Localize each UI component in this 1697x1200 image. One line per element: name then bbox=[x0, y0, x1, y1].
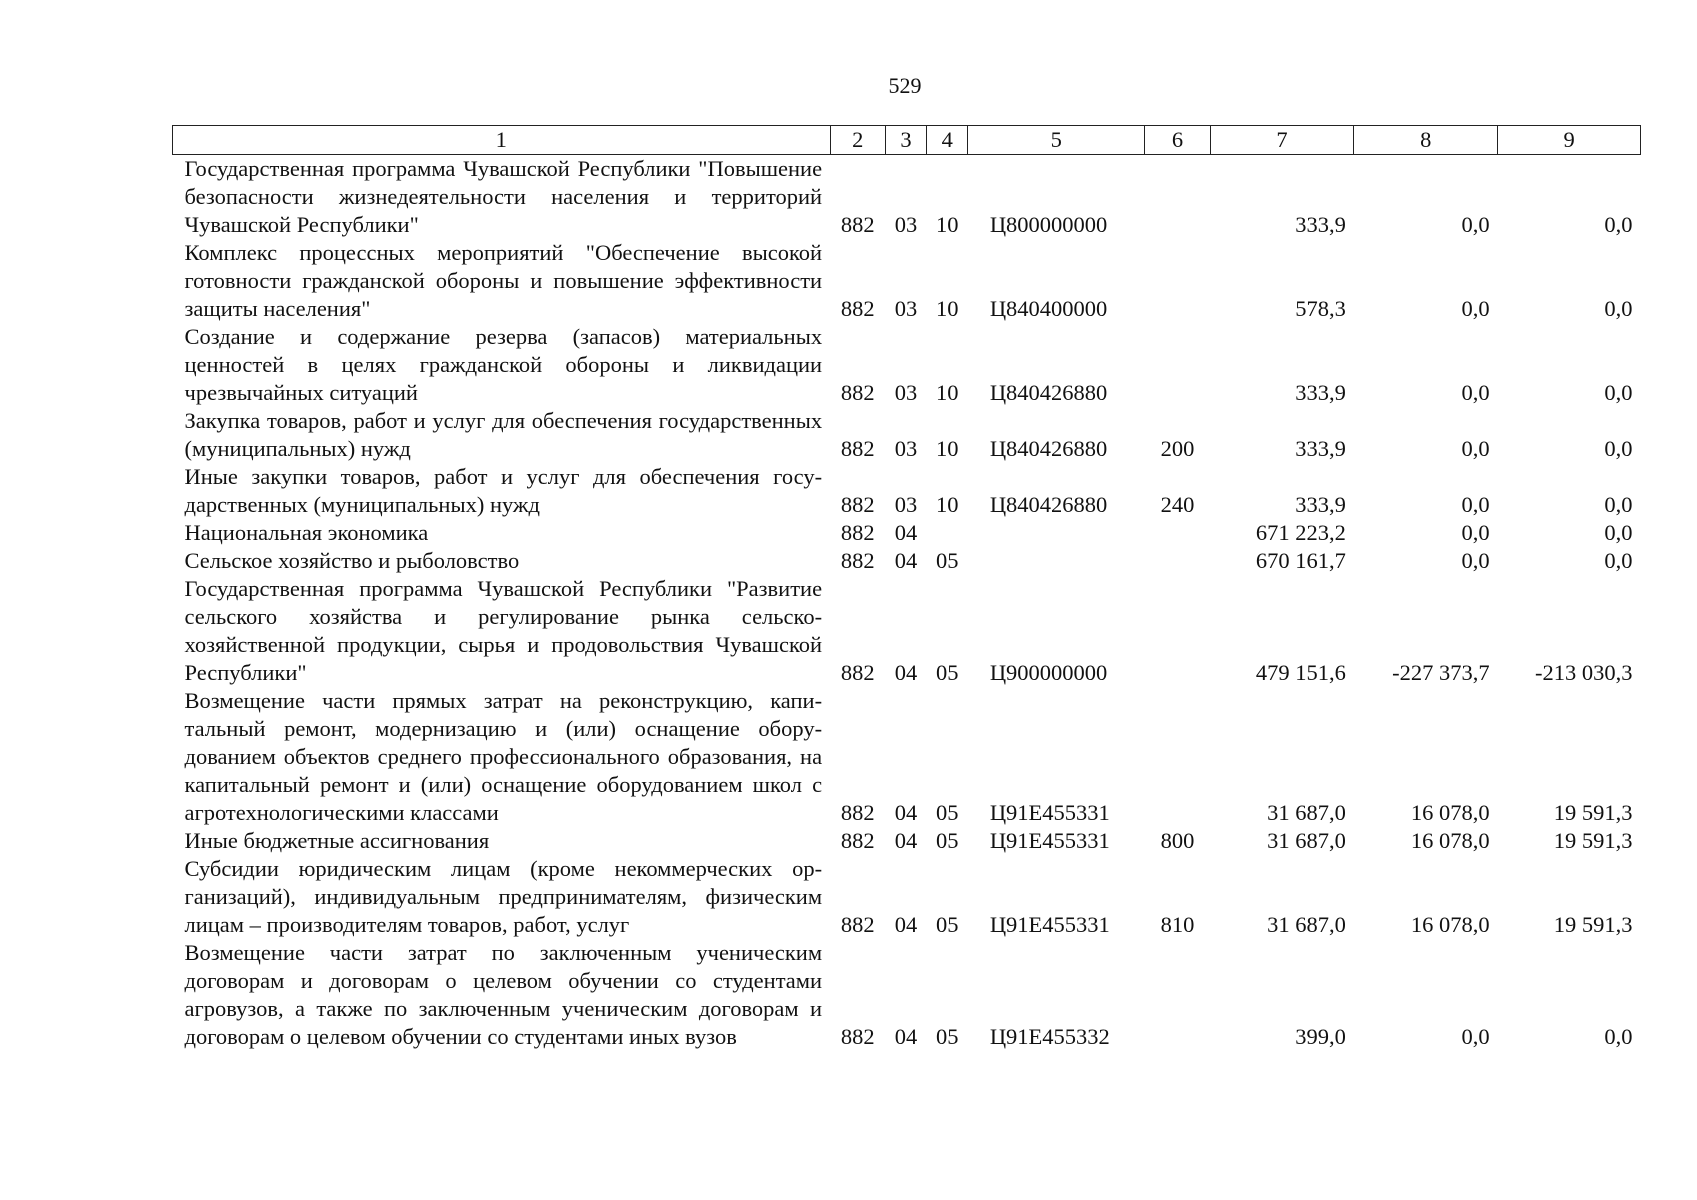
amount-cell: 16 078,0 bbox=[1410, 800, 1490, 825]
amount-cell: 19 591,3 bbox=[1553, 800, 1633, 825]
subsection-cell: 05 bbox=[935, 800, 959, 825]
expense-type-cell bbox=[1145, 575, 1210, 687]
target-article-cell: Ц91Е455331 bbox=[989, 800, 1110, 825]
amount-cell: 19 591,3 bbox=[1553, 828, 1633, 853]
table-row bbox=[173, 575, 1641, 687]
target-article-cell: Ц840426880 bbox=[989, 380, 1108, 405]
expense-type-cell: 800 bbox=[1160, 828, 1195, 853]
target-article-cell: Ц91Е455331 bbox=[989, 912, 1110, 937]
subsection-cell: 05 bbox=[935, 548, 959, 573]
amount-cell: 671 223,2 bbox=[1255, 520, 1346, 545]
row-name-cell: Закупка товаров, работ и услуг для обеспечения государственных (муниципальных) нужд bbox=[184, 408, 823, 461]
amount-cell: 0,0 bbox=[1461, 212, 1490, 237]
amount-cell: 399,0 bbox=[1295, 1024, 1346, 1049]
page-number: 529 bbox=[888, 73, 922, 98]
expense-type-cell bbox=[1145, 687, 1210, 827]
column-header: 6 bbox=[1145, 126, 1210, 155]
expense-type-cell: 810 bbox=[1160, 912, 1195, 937]
amount-cell: 16 078,0 bbox=[1410, 912, 1490, 937]
subsection-cell: 05 bbox=[935, 1024, 959, 1049]
amount-cell: 0,0 bbox=[1604, 1024, 1633, 1049]
amount-cell: -213 030,3 bbox=[1535, 660, 1633, 685]
table-row bbox=[173, 323, 1641, 407]
grbs-cell: 882 bbox=[840, 660, 875, 685]
expense-type-cell bbox=[1145, 519, 1210, 547]
column-header: 3 bbox=[885, 126, 926, 155]
target-article-cell: Ц91Е455331 bbox=[989, 828, 1110, 853]
amount-cell: 0,0 bbox=[1461, 1024, 1490, 1049]
amount-cell: 0,0 bbox=[1604, 296, 1633, 321]
grbs-cell: 882 bbox=[840, 1024, 875, 1049]
table-row bbox=[173, 855, 1641, 939]
amount-cell: -227 373,7 bbox=[1392, 660, 1490, 685]
column-header: 4 bbox=[927, 126, 968, 155]
column-header: 1 bbox=[173, 126, 831, 155]
target-article-cell: Ц900000000 bbox=[989, 660, 1108, 685]
grbs-cell: 882 bbox=[840, 492, 875, 517]
row-name-cell: Сельское хозяйство и рыболовство bbox=[184, 548, 520, 573]
section-cell: 03 bbox=[894, 492, 918, 517]
section-cell: 03 bbox=[894, 380, 918, 405]
amount-cell: 0,0 bbox=[1604, 380, 1633, 405]
grbs-cell: 882 bbox=[840, 548, 875, 573]
amount-cell: 0,0 bbox=[1461, 436, 1490, 461]
expense-type-cell bbox=[1145, 323, 1210, 407]
section-cell: 04 bbox=[894, 548, 918, 573]
grbs-cell: 882 bbox=[840, 912, 875, 937]
amount-cell: 479 151,6 bbox=[1255, 660, 1346, 685]
subsection-cell: 05 bbox=[935, 828, 959, 853]
amount-cell: 31 687,0 bbox=[1267, 800, 1346, 825]
grbs-cell: 882 bbox=[840, 520, 875, 545]
table-row bbox=[173, 407, 1641, 463]
row-name-cell: Возмещение части прямых затрат на реконструкцию, капитальный ремонт, модернизацию и (или) оснащение оборудованием объектов среднего профессионального образования, на капитальный ремонт и (или) оснащение оборудованием школ с агротехнологическими классами bbox=[184, 688, 823, 825]
amount-cell: 0,0 bbox=[1461, 548, 1490, 573]
target-article-cell: Ц840400000 bbox=[989, 296, 1108, 321]
amount-cell: 0,0 bbox=[1604, 212, 1633, 237]
section-cell: 04 bbox=[894, 828, 918, 853]
table-row bbox=[173, 939, 1641, 1051]
row-name-cell: Комплекс процессных мероприятий "Обеспечение высокой готовности гражданской обороны и повышение эффективности защиты населения" bbox=[184, 240, 823, 321]
amount-cell: 0,0 bbox=[1461, 520, 1490, 545]
amount-cell: 19 591,3 bbox=[1553, 912, 1633, 937]
target-article-cell bbox=[968, 547, 1145, 575]
subsection-cell: 05 bbox=[935, 660, 959, 685]
row-name-cell: Государственная программа Чувашской Республики "Повышение безопасности жизнедеятельности населения и территорий Чувашской Республики" bbox=[184, 156, 823, 237]
section-cell: 04 bbox=[894, 520, 918, 545]
table-row bbox=[173, 547, 1641, 575]
table-row bbox=[173, 463, 1641, 519]
subsection-cell: 10 bbox=[935, 212, 959, 237]
grbs-cell: 882 bbox=[840, 828, 875, 853]
row-name-cell: Иные бюджетные ассигнования bbox=[184, 828, 490, 853]
column-header: 8 bbox=[1354, 126, 1498, 155]
amount-cell: 333,9 bbox=[1295, 492, 1346, 517]
expense-type-cell: 240 bbox=[1160, 492, 1195, 517]
column-header: 9 bbox=[1498, 126, 1641, 155]
target-article-cell: Ц840426880 bbox=[989, 492, 1108, 517]
target-article-cell bbox=[968, 519, 1145, 547]
subsection-cell: 10 bbox=[935, 492, 959, 517]
section-cell: 04 bbox=[894, 912, 918, 937]
row-name-cell: Иные закупки товаров, работ и услуг для обеспечения государственных (муниципальных) нужд bbox=[184, 464, 823, 517]
grbs-cell: 882 bbox=[840, 212, 875, 237]
amount-cell: 670 161,7 bbox=[1255, 548, 1346, 573]
table-row bbox=[173, 687, 1641, 827]
table-header bbox=[173, 126, 1641, 155]
amount-cell: 0,0 bbox=[1461, 296, 1490, 321]
amount-cell: 333,9 bbox=[1295, 212, 1346, 237]
table-row bbox=[173, 827, 1641, 855]
amount-cell: 0,0 bbox=[1604, 548, 1633, 573]
expense-type-cell bbox=[1145, 239, 1210, 323]
section-cell: 03 bbox=[894, 212, 918, 237]
amount-cell: 0,0 bbox=[1461, 380, 1490, 405]
amount-cell: 0,0 bbox=[1461, 492, 1490, 517]
amount-cell: 31 687,0 bbox=[1267, 912, 1346, 937]
expense-type-cell bbox=[1145, 155, 1210, 240]
subsection-cell bbox=[927, 519, 968, 547]
table-row bbox=[173, 519, 1641, 547]
section-cell: 04 bbox=[894, 1024, 918, 1049]
grbs-cell: 882 bbox=[840, 436, 875, 461]
section-cell: 03 bbox=[894, 436, 918, 461]
expense-type-cell bbox=[1145, 939, 1210, 1051]
subsection-cell: 05 bbox=[935, 912, 959, 937]
expense-type-cell bbox=[1145, 547, 1210, 575]
subsection-cell: 10 bbox=[935, 436, 959, 461]
amount-cell: 0,0 bbox=[1604, 492, 1633, 517]
amount-cell: 578,3 bbox=[1295, 296, 1346, 321]
row-name-cell: Государственная программа Чувашской Республики "Развитие сельского хозяйства и регулирование рынка сельскохозяйственной продукции, сырья и продовольствия Чувашской Республики" bbox=[184, 576, 823, 685]
table-body bbox=[173, 155, 1641, 1052]
table-row bbox=[173, 239, 1641, 323]
row-name-cell: Создание и содержание резерва (запасов) материальных ценностей в целях гражданской обороны и ликвидации чрезвычайных ситуаций bbox=[184, 324, 823, 405]
amount-cell: 31 687,0 bbox=[1267, 828, 1346, 853]
amount-cell: 333,9 bbox=[1295, 436, 1346, 461]
section-cell: 04 bbox=[894, 800, 918, 825]
amount-cell: 16 078,0 bbox=[1410, 828, 1490, 853]
amount-cell: 333,9 bbox=[1295, 380, 1346, 405]
header-row bbox=[173, 126, 1641, 155]
subsection-cell: 10 bbox=[935, 380, 959, 405]
section-cell: 03 bbox=[894, 296, 918, 321]
section-cell: 04 bbox=[894, 660, 918, 685]
budget-table bbox=[172, 125, 1641, 1051]
row-name-cell: Субсидии юридическим лицам (кроме некоммерческих организаций), индивидуальным предпринимателям, физическим лицам – производителям товаров, работ, услуг bbox=[184, 856, 823, 937]
row-name-cell: Возмещение части затрат по заключенным ученическим договорам и договорам о целевом обучении со студентами агровузов, а также по заключенным ученическим договорам и договорам о целевом обучении со студентами иных вузов bbox=[184, 940, 823, 1049]
target-article-cell: Ц840426880 bbox=[989, 436, 1108, 461]
grbs-cell: 882 bbox=[840, 800, 875, 825]
grbs-cell: 882 bbox=[840, 380, 875, 405]
target-article-cell: Ц800000000 bbox=[989, 212, 1108, 237]
column-header: 2 bbox=[830, 126, 885, 155]
target-article-cell: Ц91Е455332 bbox=[989, 1024, 1110, 1049]
amount-cell: 0,0 bbox=[1604, 520, 1633, 545]
column-header: 5 bbox=[968, 126, 1145, 155]
table-row bbox=[173, 155, 1641, 240]
column-header: 7 bbox=[1210, 126, 1354, 155]
grbs-cell: 882 bbox=[840, 296, 875, 321]
expense-type-cell: 200 bbox=[1160, 436, 1195, 461]
subsection-cell: 10 bbox=[935, 296, 959, 321]
amount-cell: 0,0 bbox=[1604, 436, 1633, 461]
row-name-cell: Национальная экономика bbox=[184, 520, 429, 545]
